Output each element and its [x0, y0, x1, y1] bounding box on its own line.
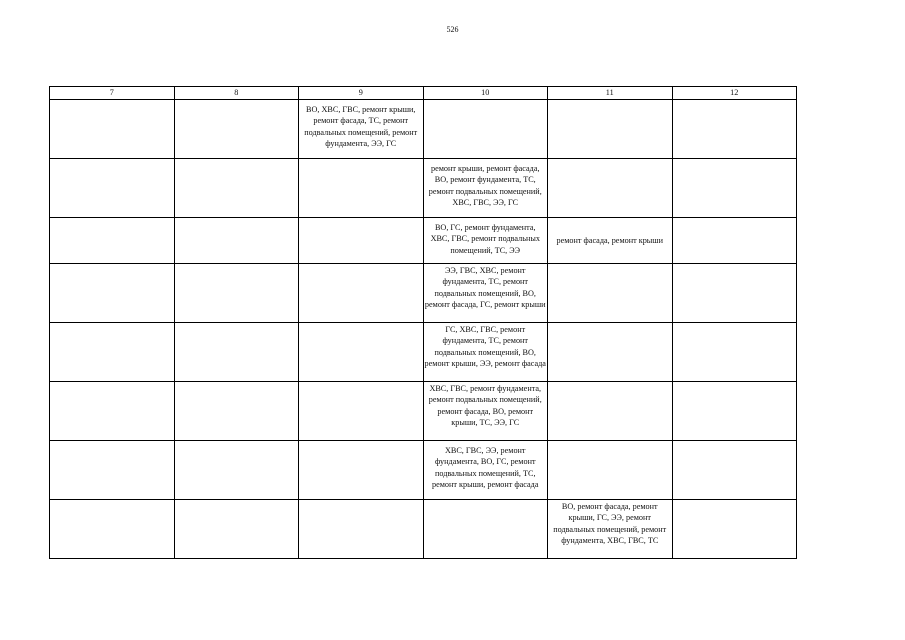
table-cell	[672, 99, 797, 158]
table-cell: ЭЭ, ГВС, ХВС, ремонт фундамента, ТС, ремонт подвальных помещений, ВО, ремонт фасада, ГС, ремонт крыши	[423, 263, 548, 322]
table-cell	[50, 381, 175, 440]
table-cell	[548, 381, 673, 440]
table-cell	[50, 322, 175, 381]
table-cell	[174, 381, 299, 440]
table-cell	[548, 322, 673, 381]
table-cell	[50, 499, 175, 558]
table-cell	[50, 99, 175, 158]
table-cell: ГС, ХВС, ГВС, ремонт фундамента, ТС, ремонт подвальных помещений, ВО, ремонт крыши, ЭЭ, ремонт фасада	[423, 322, 548, 381]
table-cell	[174, 158, 299, 217]
column-header-11: 11	[548, 87, 673, 100]
table-cell	[299, 381, 424, 440]
table-cell	[299, 440, 424, 499]
table-row	[50, 322, 797, 381]
table-cell	[174, 322, 299, 381]
table-row	[50, 381, 797, 440]
table-cell	[50, 440, 175, 499]
table-cell	[423, 499, 548, 558]
table-cell	[672, 440, 797, 499]
table-cell: ХВС, ГВС, ремонт фундамента, ремонт подвальных помещений, ремонт фасада, ВО, ремонт крыши, ТС, ЭЭ, ГС	[423, 381, 548, 440]
table-cell	[299, 499, 424, 558]
table-cell	[174, 217, 299, 263]
table-cell: ремонт крыши, ремонт фасада, ВО, ремонт фундамента, ТС, ремонт подвальных помещений, ХВС, ГВС, ЭЭ, ГС	[423, 158, 548, 217]
table-cell	[672, 322, 797, 381]
table-cell: ВО, ремонт фасада, ремонт крыши, ГС, ЭЭ, ремонт подвальных помещений, ремонт фундамента, ХВС, ГВС, ТС	[548, 499, 673, 558]
table-cell	[174, 99, 299, 158]
table-cell	[548, 158, 673, 217]
table-cell	[299, 217, 424, 263]
table-cell	[174, 440, 299, 499]
table-cell	[423, 99, 548, 158]
table-cell: ремонт фасада, ремонт крыши	[548, 217, 673, 263]
table-cell	[50, 158, 175, 217]
table-header-row	[50, 87, 797, 100]
table-cell	[672, 158, 797, 217]
work-schedule-table	[49, 86, 797, 559]
table-cell	[548, 99, 673, 158]
table-cell	[299, 322, 424, 381]
table-cell	[50, 263, 175, 322]
table-cell	[174, 263, 299, 322]
table-row	[50, 99, 797, 158]
table-cell	[672, 499, 797, 558]
column-header-10: 10	[423, 87, 548, 100]
table-cell: ВО, ГС, ремонт фундамента, ХВС, ГВС, ремонт подвальных помещений, ТС, ЭЭ	[423, 217, 548, 263]
table-row	[50, 158, 797, 217]
table-cell	[299, 263, 424, 322]
table-cell	[672, 217, 797, 263]
table-row	[50, 263, 797, 322]
table-cell	[548, 263, 673, 322]
column-header-9: 9	[299, 87, 424, 100]
table-cell	[672, 381, 797, 440]
column-header-12: 12	[672, 87, 797, 100]
table-row	[50, 440, 797, 499]
table-cell	[174, 499, 299, 558]
page-number: 526	[446, 25, 459, 34]
table-cell	[548, 440, 673, 499]
table-cell	[672, 263, 797, 322]
column-header-7: 7	[50, 87, 175, 100]
table-cell	[299, 158, 424, 217]
table-cell: ХВС, ГВС, ЭЭ, ремонт фундамента, ВО, ГС, ремонт подвальных помещений, ТС, ремонт крыши, ремонт фасада	[423, 440, 548, 499]
table-row	[50, 499, 797, 558]
table-row	[50, 217, 797, 263]
table-cell: ВО, ХВС, ГВС, ремонт крыши, ремонт фасада, ТС, ремонт подвальных помещений, ремонт фундамента, ЭЭ, ГС	[299, 99, 424, 158]
column-header-8: 8	[174, 87, 299, 100]
table-cell	[50, 217, 175, 263]
